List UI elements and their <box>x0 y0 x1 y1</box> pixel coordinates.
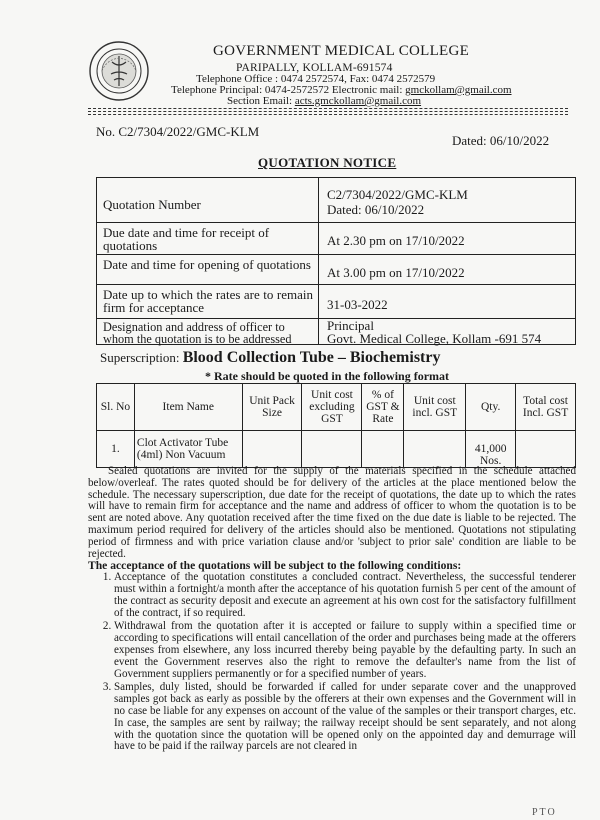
info-value-officer-address: Govt. Medical College, Kollam -691 574 <box>327 331 542 346</box>
info-row-divider <box>97 284 575 285</box>
info-label-opening-date: Date and time for opening of quotations <box>103 257 311 272</box>
college-address: PARIPALLY, KOLLAM-691574 <box>236 62 393 74</box>
info-value-due-date: At 2.30 pm on 17/10/2022 <box>327 233 465 248</box>
info-label-quotation-number: Quotation Number <box>103 197 201 212</box>
office-phone-line: Telephone Office : 0474 2572574, Fax: 0474 2572579 <box>196 73 436 85</box>
column-header-total-cost: Total cost Incl. GST <box>516 384 576 431</box>
rate-format-note: * Rate should be quoted in the following format <box>205 369 450 383</box>
column-header-unit-cost-excl: Unit cost excluding GST <box>302 384 362 431</box>
info-row-divider <box>97 222 575 223</box>
conditions-heading: The acceptance of the quotations will be subject to the following conditions: <box>88 559 462 573</box>
info-value-firm-date: 31-03-2022 <box>327 297 388 312</box>
cell-qty: 41,000 Nos. <box>466 431 516 468</box>
notice-body <box>88 466 576 755</box>
cell-unit-cost-incl <box>404 431 466 468</box>
section-email-label: Section Email: <box>227 95 295 107</box>
item-table <box>96 383 576 468</box>
superscription-label: Superscription: <box>100 350 183 365</box>
info-label-due-date: Due date and time for receipt of quotations <box>103 225 270 253</box>
info-label-officer: Designation and address of officer to whom the quotation is to be addressed <box>103 320 292 346</box>
cell-unit-pack-size <box>242 431 302 468</box>
column-header-unit-pack-size: Unit Pack Size <box>242 384 302 431</box>
reference-date: Dated: 06/10/2022 <box>452 133 550 148</box>
info-value-opening-date: At 3.00 pm on 17/10/2022 <box>327 265 465 280</box>
info-column-divider <box>318 178 319 344</box>
college-name: GOVERNMENT MEDICAL COLLEGE <box>213 43 470 59</box>
column-header-qty: Qty. <box>466 384 516 431</box>
condition-item: 3. Samples, duly listed, should be forwarded if called for under separate cover and the unapproved samples got back as early as possible by the offerers at their own expenses and the Government will in no case be liable for any expenses on account of the value of the samples or their transport charges, etc. In case, the samples are sent by railway; the railway receipt should be sent separately, and not along with the quotation since the quotation will be opened only on the appointed day and demurrage will have to be paid if the railway parcels are not cleared in <box>114 682 576 753</box>
info-value-officer-title: Principal <box>327 318 374 333</box>
superscription <box>100 349 440 367</box>
item-table-header-row <box>97 384 576 431</box>
info-value-quotation-date: Dated: 06/10/2022 <box>327 202 425 217</box>
section-email-line <box>227 96 421 107</box>
info-row-divider <box>97 254 575 255</box>
cell-item-name: Clot Activator Tube (4ml) Non Vacuum <box>134 431 242 468</box>
principal-email-link[interactable]: gmckollam@gmail.com <box>405 84 512 96</box>
reference-number: No. C2/7304/2022/GMC-KLM <box>96 124 260 139</box>
column-header-unit-cost-incl: Unit cost incl. GST <box>404 384 466 431</box>
conditions-list <box>88 572 576 753</box>
column-header-sl-no: Sl. No <box>97 384 135 431</box>
page-turn-note: PTO <box>532 807 557 818</box>
condition-item: 2. Withdrawal from the quotation after it is accepted or failure to supply within a specified time or according to specifications will entail cancellation of the order and purchases being made at the offerers expenses from elsewhere, any loss incurred thereby being payable by the defaulting party. In such an event the Government reserves also the right to remove the defaulter's name from the list of Government suppliers permanently or for a specified number of years. <box>114 621 576 680</box>
column-header-gst-rate: % of GST & Rate <box>362 384 404 431</box>
section-email-link[interactable]: acts.gmckollam@gmail.com <box>294 95 422 107</box>
cell-gst-rate <box>362 431 404 468</box>
info-label-firm-date: Date up to which the rates are to remain firm for acceptance <box>103 287 313 315</box>
info-value-quotation-number: C2/7304/2022/GMC-KLM <box>327 187 468 202</box>
principal-phone-text: Telephone Principal: 0474-2572572 Electronic mail: <box>171 84 406 96</box>
cell-sl-no: 1. <box>97 431 135 468</box>
header-divider-3 <box>88 114 568 115</box>
page-title: QUOTATION NOTICE <box>258 155 397 170</box>
college-emblem-icon <box>88 40 150 102</box>
table-row <box>97 431 576 468</box>
quotation-info-table <box>96 177 576 345</box>
cell-total-cost <box>516 431 576 468</box>
intro-paragraph: Sealed quotations are invited for the supply of the materials specified in the schedule attached below/overleaf. The rates quoted should be for delivery of the articles at the place mentioned below the schedule. The necessary superscription, due date for the receipt of quotations, the date up to which the rates will have to remain firm for acceptance and the name and address of officer to whom the quotation is to be sent are noted above. Any quotation received after the time fixed on the due date is liable to be rejected. The maximum period required for delivery of the articles should also be mentioned. Quotations not stipulating period of firmness and with price variation clause and/or 'subject to prior sale' condition are liable to be rejected. <box>88 465 576 560</box>
superscription-subject: Blood Collection Tube – Biochemistry <box>182 349 441 366</box>
header-divider <box>88 108 568 109</box>
header-divider-2 <box>88 111 568 112</box>
cell-unit-cost-excl <box>302 431 362 468</box>
condition-item: 1. Acceptance of the quotation constitutes a concluded contract. Nevertheless, the successful tenderer must within a fortnight/a month after the acceptance of his quotation furnish 5 per cent of the amount of the contract as security deposit and execute an agreement at his own cost for the satisfactory fulfillment of the contract, if so required. <box>114 572 576 619</box>
column-header-item-name: Item Name <box>134 384 242 431</box>
